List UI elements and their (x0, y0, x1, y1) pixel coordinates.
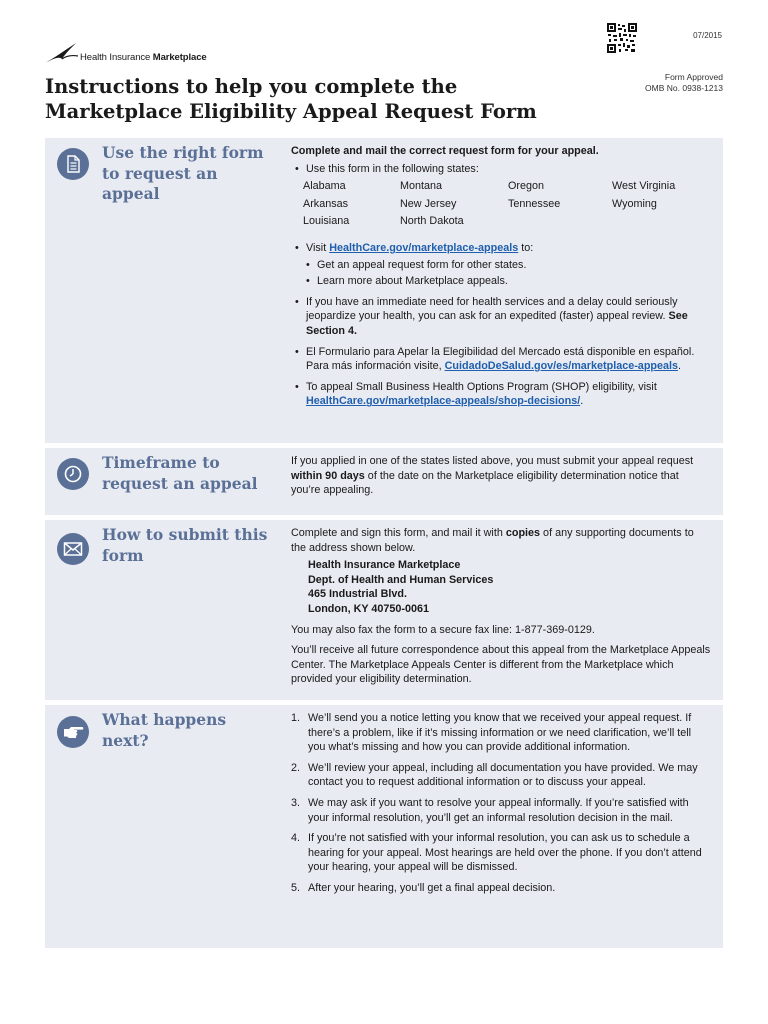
step-number: 4. (291, 832, 301, 845)
state-item: North Dakota (400, 215, 464, 228)
step-text: We may ask if you want to resolve your appeal informally. If you’re satisfied with your informal resolution, you’ll get an informal resolution decision in the mail. (308, 796, 689, 824)
pointing-hand-icon (57, 716, 89, 748)
marketplace-logo (44, 42, 207, 66)
address-line: Dept. of Health and Human Services (308, 573, 494, 586)
step-number: 5. (291, 881, 301, 894)
step-item (291, 761, 711, 790)
marketplace-appeals-link[interactable]: HealthCare.gov/marketplace-appeals (329, 241, 519, 254)
states-intro: • Use this form in the following states: (291, 162, 711, 177)
step-item (291, 881, 711, 896)
section-heading: Use the right form to request an appeal (102, 143, 264, 203)
sub-bullet-learn-more: • Learn more about Marketplace appeals. (291, 274, 711, 289)
shop-decisions-link[interactable]: HealthCare.gov/marketplace-appeals/shop-decisions/ (306, 395, 581, 408)
step-text: If you’re not satisfied with your informal resolution, you can ask us to schedule a hearing for your appeal. Most hearings are held over the phone. If you don’t attend your hearing, your appeal will be dismissed. (308, 832, 702, 874)
mailing-address (291, 558, 711, 616)
logo-text: Health Insurance Marketplace (80, 52, 207, 63)
address-line: London, KY 40750-0061 (308, 602, 430, 615)
timeframe-text: If you applied in one of the states listed above, you must submit your appeal request within 90 days of the date on the Marketplace eligibility determination notice that you’re appealing. (291, 455, 694, 497)
section-heading: What happens next? (102, 710, 227, 750)
step-item (291, 711, 711, 755)
section-body (291, 454, 711, 498)
qr-code-icon (607, 23, 637, 53)
cuidadodesalud-link[interactable]: CuidadoDeSalud.gov/es/marketplace-appeals (444, 360, 679, 373)
omb-number: OMB No. 0938-1213 (645, 83, 723, 93)
state-item: Tennessee (508, 197, 561, 210)
step-text: We’ll send you a notice letting you know that we received your appeal request. If there’s a problem, like if it’s missing information or we need clarification, we’ll tell you what’s missing and how you can provide additional information. (308, 712, 692, 754)
state-item: Wyoming (612, 197, 657, 210)
address-line: 465 Industrial Blvd. (308, 588, 408, 601)
page-title (45, 74, 605, 124)
section-how-to-submit (45, 520, 723, 700)
state-item: Alabama (303, 180, 346, 193)
shop-bullet: • To appeal Small Business Health Options Program (SHOP) eligibility, visit HealthCare.gov/marketplace-appeals/shop-decisions/. (291, 380, 711, 409)
states-list (291, 179, 711, 229)
visit-line: • Visit HealthCare.gov/marketplace-appeals to: (291, 241, 711, 256)
section-lead: Complete and mail the correct request form for your appeal. (291, 145, 599, 157)
step-text: We’ll review your appeal, including all documentation you have provided. We may contact you to request additional information or to discuss your appeal. (308, 761, 698, 789)
form-approved-label: Form Approved (664, 72, 723, 82)
step-item (291, 831, 711, 875)
state-item: Louisiana (303, 215, 350, 228)
section-body (291, 144, 711, 409)
sub-bullet-get-form: • Get an appeal request form for other states. (291, 258, 711, 273)
step-text: After your hearing, you’ll get a final appeal decision. (308, 881, 556, 894)
document-icon (57, 148, 89, 180)
section-body (291, 711, 711, 902)
omb-approval (645, 72, 723, 94)
state-item: Montana (400, 180, 443, 193)
fax-text: You may also fax the form to a secure fax line: 1-877-369-0129. (291, 623, 595, 636)
envelope-icon (57, 533, 89, 565)
correspondence-text: You’ll receive all future correspondence about this appeal from the Marketplace Appeals Center. The Marketplace Appeals Center is different from the Marketplace which provided your eligibility determination. (291, 644, 711, 686)
spanish-bullet: • El Formulario para Apelar la Elegibilidad del Mercado está disponible en español. Para más información visite, CuidadoDeSalud.gov/es/marketplace-appeals. (291, 345, 711, 374)
section-body (291, 526, 711, 687)
section-use-right-form (45, 138, 723, 443)
step-number: 3. (291, 796, 301, 809)
clock-icon (57, 458, 89, 490)
state-item: Oregon (508, 180, 545, 193)
section-timeframe (45, 448, 723, 515)
address-line: Health Insurance Marketplace (308, 559, 461, 572)
section-what-happens-next (45, 705, 723, 948)
state-item: West Virginia (612, 180, 676, 193)
step-item (291, 796, 711, 825)
submit-intro: Complete and sign this form, and mail it with copies of any supporting documents to the address shown below. (291, 527, 694, 554)
form-date: 07/2015 (693, 31, 722, 40)
step-number: 1. (291, 712, 301, 724)
state-item: New Jersey (400, 197, 457, 210)
step-number: 2. (291, 761, 301, 774)
state-item: Arkansas (303, 197, 349, 210)
expedited-bullet: • If you have an immediate need for health services and a delay could seriously jeopardize your health, you can ask for an expedited (faster) appeal review. See Section 4. (291, 295, 711, 339)
section-heading: How to submit this form (102, 525, 268, 565)
title-line-1: Instructions to help you complete the (45, 75, 458, 98)
section-heading: Timeframe to request an appeal (102, 453, 258, 493)
title-line-2: Marketplace Eligibility Appeal Request Form (45, 100, 537, 123)
